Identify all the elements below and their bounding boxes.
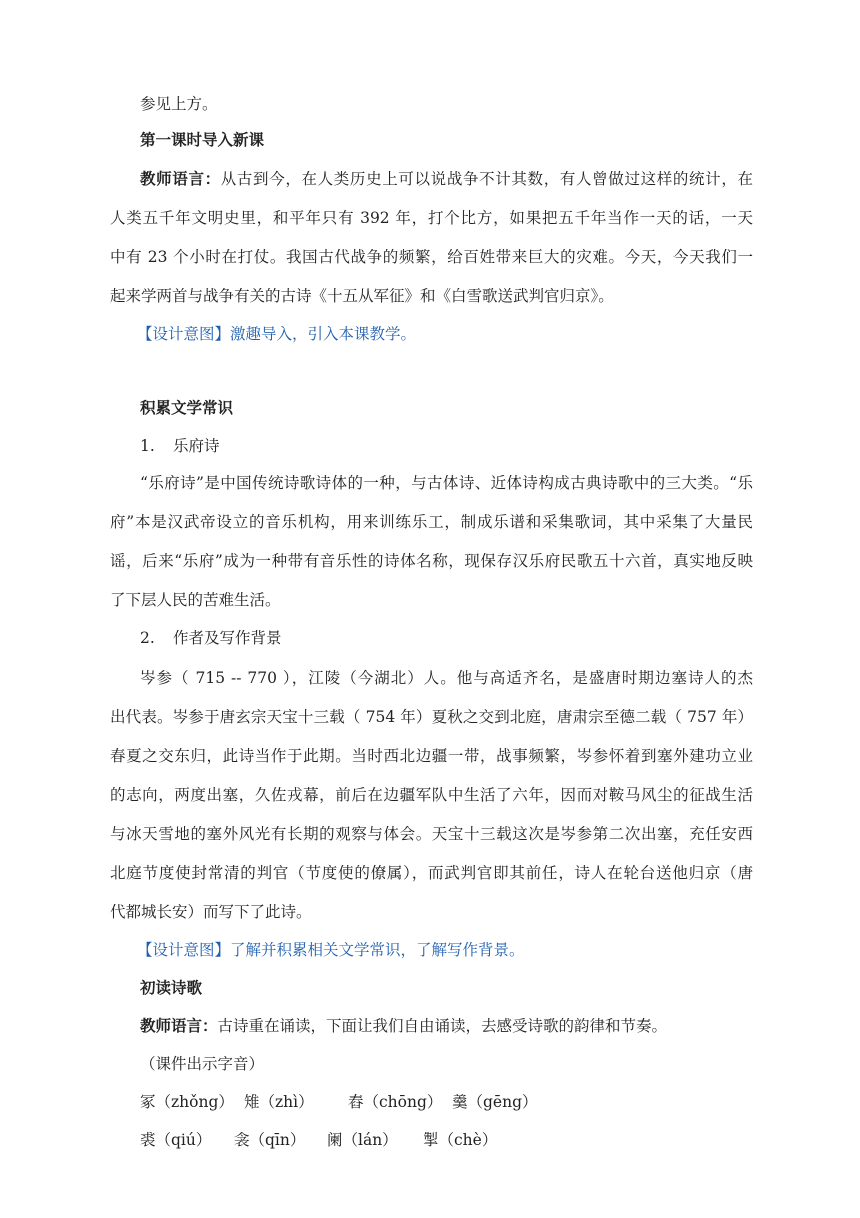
intro-heading: 第一课时导入新课 [140,130,265,149]
intro-paragraph-line-1: 教师语言：从古到今，在人类历史上可以说战争不计其数，有人曾做过这样的统计，在 [140,169,753,188]
reading-teacher-line: 教师语言：古诗重在诵读，下面让我们自由诵读，去感受诗歌的韵律和节奏。 [140,1016,668,1035]
pronunciation-item: 冢（zhǒng） [140,1093,234,1111]
knowledge-heading: 积累文学常识 [140,398,234,417]
item-2-line-2: 出代表。岑参于唐玄宗天宝十三载（ 754 年）夏秋之交到北庭，唐肃宗至德二载（ 757 年） [110,708,753,726]
pronunciation-item: 雉（zhì） [244,1093,314,1111]
pronunciation-row-1 [140,1092,538,1112]
item-1-line-2: 府”本是汉武帝设立的音乐机构，用来训练乐工，制成乐谱和采集歌词，其中采集了大量民 [110,513,753,531]
item-2-line-1: 岑参（ 715 -- 770 ），江陵（今湖北）人。他与高适齐名，是盛唐时期边塞诗人的杰 [140,669,753,687]
design-intent-1: 【设计意图】激趣导入，引入本课教学。 [137,325,417,343]
intro-paragraph-line-2: 人类五千年文明史里，和平年只有 392 年，打个比方，如果把五千年当作一天的话，一天 [110,209,753,227]
intro-paragraph-line-4: 起来学两首与战争有关的古诗《十五从军征》和《白雪歌送武判官归京》。 [110,287,614,305]
item-2-title: 2. 作者及写作背景 [140,629,282,647]
pronunciation-row-2 [140,1130,497,1150]
pronunciation-item: 羹（gēng） [452,1093,538,1111]
design-intent-2: 【设计意图】了解并积累相关文学常识，了解写作背景。 [137,941,525,959]
item-2-line-3: 春夏之交东归，此诗当作于此期。当时西北边疆一带，战事频繁，岑参怀着到塞外建功立业 [110,747,753,765]
pronunciation-item: 裘（qiú） [140,1131,212,1149]
pronunciation-item: 掣（chè） [423,1131,498,1149]
teacher-label: 教师语言： [140,1016,218,1035]
item-2-line-5: 与冰天雪地的塞外风光有长期的观察与体会。天宝十三载这次是岑参第二次出塞，充任安西 [110,825,753,843]
reading-heading: 初读诗歌 [140,978,203,997]
item-2-line-6: 北庭节度使封常清的判官（节度使的僚属），而武判官即其前任，诗人在轮台送他归京（唐 [110,864,753,882]
pronunciation-item: 阑（lán） [327,1131,398,1149]
courseware-note: （课件出示字音） [140,1055,265,1073]
item-2-line-7: 代都城长安）而写下了此诗。 [110,903,312,921]
pronunciation-item: 衾（qīn） [234,1131,306,1149]
item-1-line-3: 谣，后来“乐府”成为一种带有音乐性的诗体名称，现保存汉乐府民歌五十六首，真实地反映 [110,552,753,570]
pronunciation-item: 舂（chōng） [348,1093,443,1111]
intro-paragraph-line-3: 中有 23 个小时在打仗。我国古代战争的频繁，给百姓带来巨大的灾难。今天，今天我们一 [110,248,753,266]
item-1-title: 1. 乐府诗 [140,437,220,455]
teacher-label: 教师语言： [140,169,221,188]
item-2-line-4: 的志向，两度出塞，久佐戎幕，前后在边疆军队中生活了六年，因而对鞍马风尘的征战生活 [110,786,753,804]
item-1-line-4: 了下层人民的苦难生活。 [110,591,281,609]
see-above-text: 参见上方。 [140,95,218,113]
item-1-line-1: “乐府诗”是中国传统诗歌诗体的一种，与古体诗、近体诗构成古典诗歌中的三大类。“乐 [140,474,753,492]
